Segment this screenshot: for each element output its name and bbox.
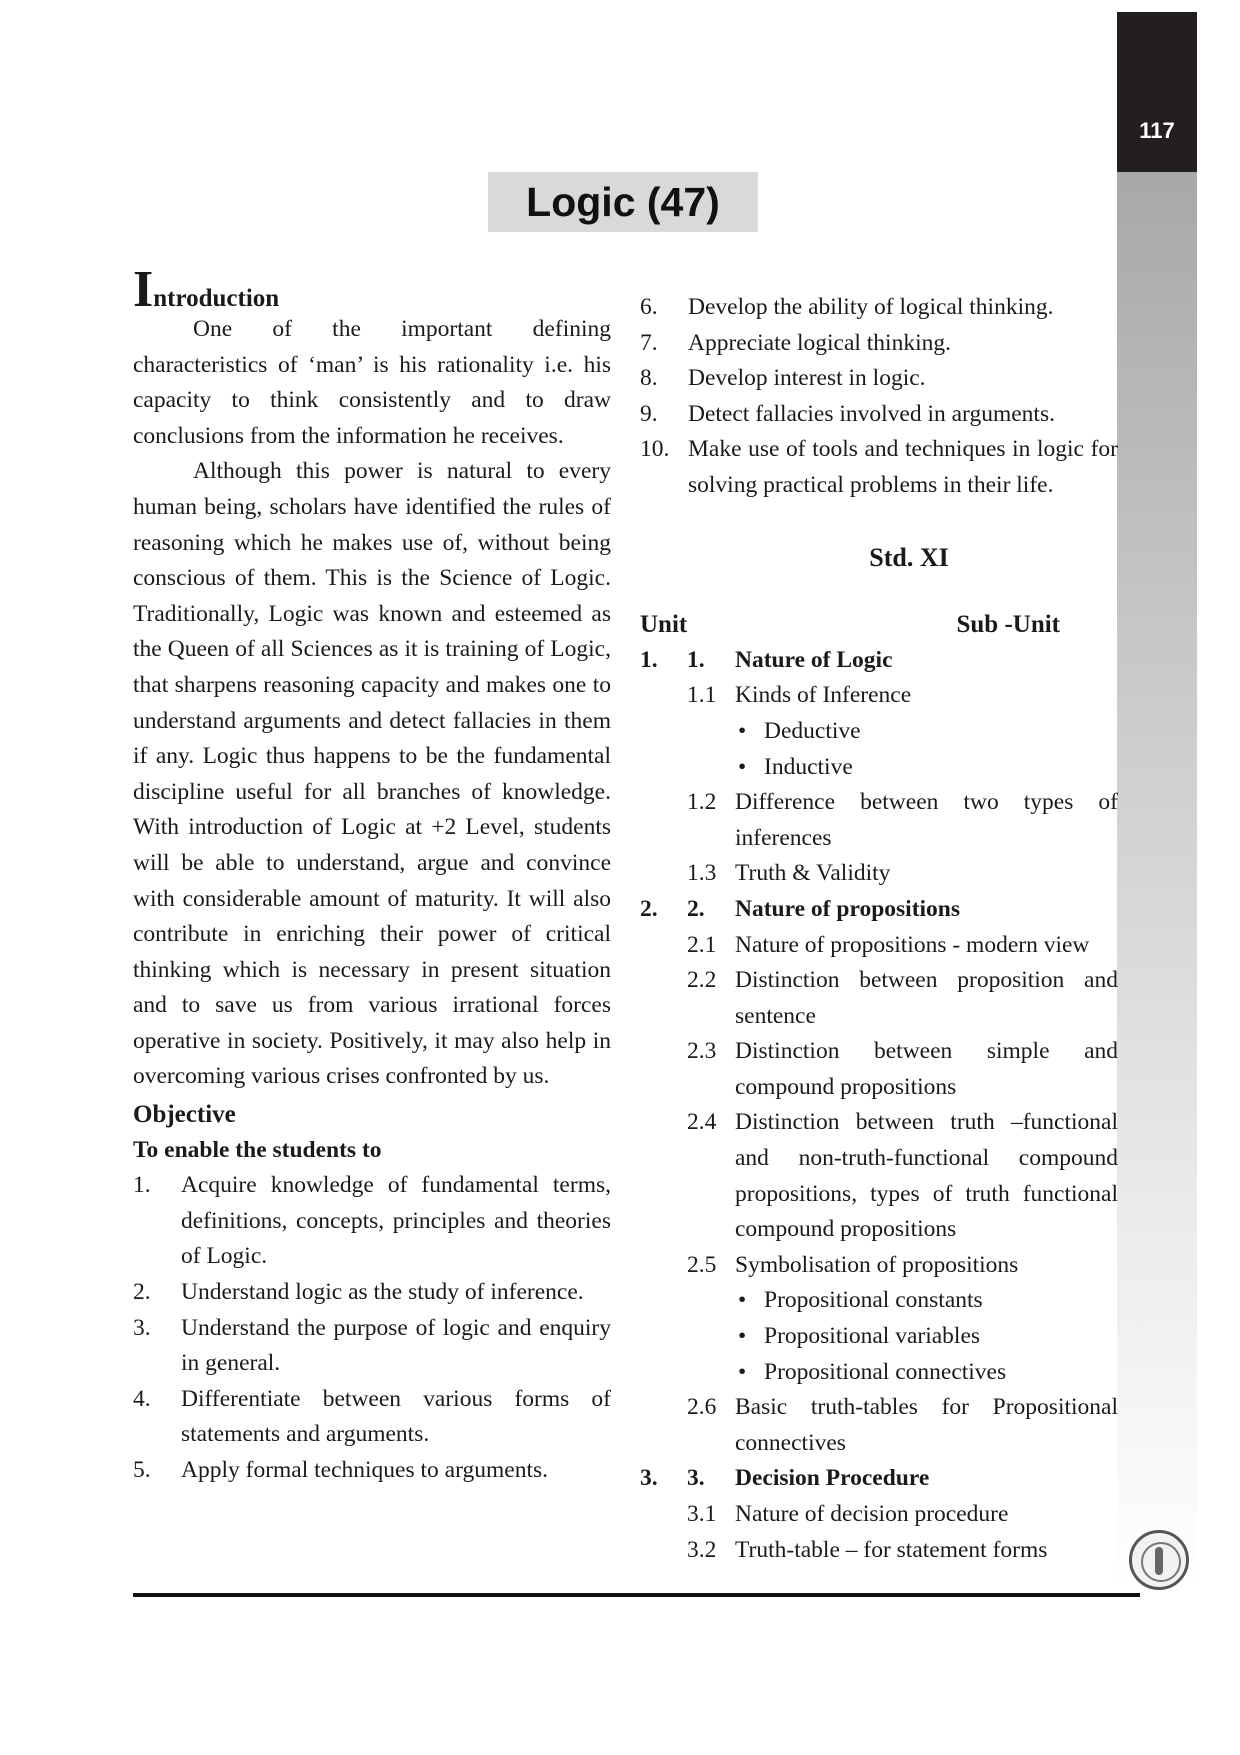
subunit-row — [640, 1248, 1118, 1284]
intro-paragraph-2: Although this power is natural to every human being, scholars have identified the rules of reasoning which he makes use of, without being conscious of them. This is the Science of Logic. Traditionally, Logic was known and esteemed as the Queen of all Sciences as it is training of Logic, that sharpens reasoning capacity and makes one to understand arguments and detect fallacies in them if any. Logic thus happens to be the fundamental discipline useful for all branches of knowledge. With introduction of Logic at +2 Level, students will be able to understand, argue and convince with considerable amount of maturity. It will also contribute in enriching their power of critical thinking which is necessary in present situation and to save us from various irrational forces operative in society. Positively, it may also help in overcoming various crises confronted by us. — [133, 458, 611, 1090]
item-number: 3. — [133, 1314, 151, 1341]
subunit-row — [640, 678, 1118, 714]
subunit-text: Distinction between simple and compound propositions — [735, 1038, 1118, 1100]
item-number: 5. — [133, 1457, 151, 1483]
subunit-number: 3. — [687, 1465, 705, 1492]
item-number: 8. — [640, 365, 658, 392]
subunit-text: Distinction between proposition and sentence — [735, 967, 1118, 1029]
unit-title: Nature of Logic — [735, 646, 893, 673]
subunit-text: Basic truth-tables for Propositional connectives — [735, 1394, 1118, 1456]
intro-paragraph-1: One of the important defining characteristics of ‘man’ is his rationality i.e. his capacity to think consistently and to draw conclusions from the information he receives. — [133, 316, 611, 449]
subunit-number: 2.1 — [687, 931, 717, 958]
subunit-row — [640, 1533, 1118, 1569]
subunit-number: 2.5 — [687, 1251, 717, 1278]
list-item — [640, 397, 1118, 433]
intro-heading-text: ntroduction — [153, 285, 280, 312]
subunit-text: Symbolisation of propositions — [735, 1251, 1019, 1278]
list-item — [133, 1168, 611, 1275]
list-item — [133, 1275, 611, 1311]
bullet-item: • Propositional constants — [738, 1287, 983, 1314]
subunit-text: Nature of propositions - modern view — [735, 931, 1090, 958]
item-number: 9. — [640, 400, 658, 427]
subunit-text: Difference between two types of inferences — [735, 789, 1118, 851]
subunit-number: 2. — [687, 895, 705, 922]
subunit-number: 2.6 — [687, 1394, 717, 1421]
subunit-label: Sub -Unit — [956, 611, 1060, 639]
unit-title: Decision Procedure — [735, 1465, 930, 1492]
bullet-text: Inductive — [764, 753, 853, 780]
subunit-number: 2.2 — [687, 967, 717, 994]
item-text: Apply formal techniques to arguments. — [181, 1457, 549, 1483]
item-number: 1. — [133, 1172, 151, 1199]
unit-number: 3. — [640, 1465, 658, 1492]
bullet-item: • Propositional variables — [738, 1323, 981, 1350]
objectives-list-right — [640, 290, 1118, 504]
intro-dropcap: I — [133, 261, 154, 318]
subunit-row — [640, 856, 1118, 892]
unit-row — [640, 643, 1118, 679]
item-text: Detect fallacies involved in arguments. — [688, 400, 1055, 427]
subunit-row — [640, 785, 1118, 856]
subunit-number: 3.1 — [687, 1501, 717, 1527]
objective-subheading: To enable the students to — [133, 1136, 382, 1163]
introduction-heading — [133, 261, 611, 318]
subunit-number: 1. — [687, 646, 705, 673]
right-column — [640, 290, 1118, 1568]
unit-header — [640, 607, 1118, 643]
page-tab — [1117, 12, 1197, 172]
subunit-row — [640, 1497, 1118, 1533]
subunit-number: 2.3 — [687, 1038, 717, 1065]
list-item — [133, 1311, 611, 1382]
subunit-number: 1.2 — [687, 789, 717, 816]
subunit-number: 3.2 — [687, 1536, 717, 1563]
subunit-row — [640, 963, 1118, 1034]
bullet-text: Propositional connectives — [764, 1358, 1007, 1385]
item-number: 10. — [640, 436, 670, 463]
unit-label: Unit — [640, 611, 688, 639]
list-item — [640, 290, 1118, 326]
item-number: 7. — [640, 329, 658, 356]
unit-number: 1. — [640, 646, 658, 673]
item-text: Understand the purpose of logic and enquiry in general. — [181, 1314, 611, 1377]
subunit-text: Kinds of Inference — [735, 682, 912, 709]
item-text: Develop the ability of logical thinking. — [688, 294, 1054, 320]
item-text: Acquire knowledge of fundamental terms, definitions, concepts, principles and theories of Logic. — [181, 1172, 611, 1270]
bullet-item: • Propositional connectives — [738, 1358, 1007, 1385]
subunit-number: 1.1 — [687, 682, 717, 709]
std-heading: Std. XI — [869, 542, 949, 572]
left-column — [133, 261, 611, 1489]
item-text: Understand logic as the study of inference. — [181, 1279, 584, 1306]
bullet-item: • Deductive — [738, 717, 861, 744]
list-item — [640, 432, 1118, 503]
subunit-row — [640, 1034, 1118, 1105]
list-item — [133, 1382, 611, 1453]
subunit-row — [640, 928, 1118, 964]
item-text: Develop interest in logic. — [688, 365, 926, 392]
unit-title: Nature of propositions — [735, 895, 961, 922]
unit-row — [640, 892, 1118, 928]
item-number: 2. — [133, 1279, 151, 1306]
subunit-text: Truth-table – for statement forms — [735, 1536, 1048, 1563]
subunit-text: Truth & Validity — [735, 860, 891, 887]
item-text: Differentiate between various forms of statements and arguments. — [181, 1385, 611, 1448]
bullet-item: • Inductive — [738, 753, 853, 780]
side-gradient-bar — [1117, 172, 1197, 1592]
list-item — [640, 326, 1118, 362]
objectives-list-left — [133, 1168, 611, 1488]
item-text: Appreciate logical thinking. — [688, 329, 951, 356]
subunit-row — [640, 1105, 1118, 1247]
list-item — [133, 1453, 611, 1489]
bullet-text: Propositional constants — [764, 1287, 983, 1314]
board-seal-icon — [1129, 1530, 1189, 1590]
page-number: 117 — [1139, 118, 1175, 143]
list-item — [640, 361, 1118, 397]
subunit-text: Distinction between truth –functional and non-truth-functional compound propositions, types of truth functional compound propositions — [735, 1109, 1118, 1243]
subunit-number: 2.4 — [687, 1109, 717, 1136]
subunit-text: Nature of decision procedure — [735, 1501, 1009, 1527]
page-title: Logic (47) — [488, 172, 758, 232]
subunit-row — [640, 1390, 1118, 1461]
objective-heading: Objective — [133, 1101, 236, 1129]
item-text: Make use of tools and techniques in logic for solving practical problems in their life. — [688, 436, 1118, 498]
subunit-number: 1.3 — [687, 860, 717, 887]
unit-number: 2. — [640, 895, 658, 922]
item-number: 6. — [640, 294, 658, 320]
bullet-text: Propositional variables — [764, 1323, 981, 1350]
item-number: 4. — [133, 1385, 151, 1412]
unit-row — [640, 1461, 1118, 1497]
bottom-rule — [133, 1593, 1140, 1597]
bullet-text: Deductive — [764, 717, 861, 744]
